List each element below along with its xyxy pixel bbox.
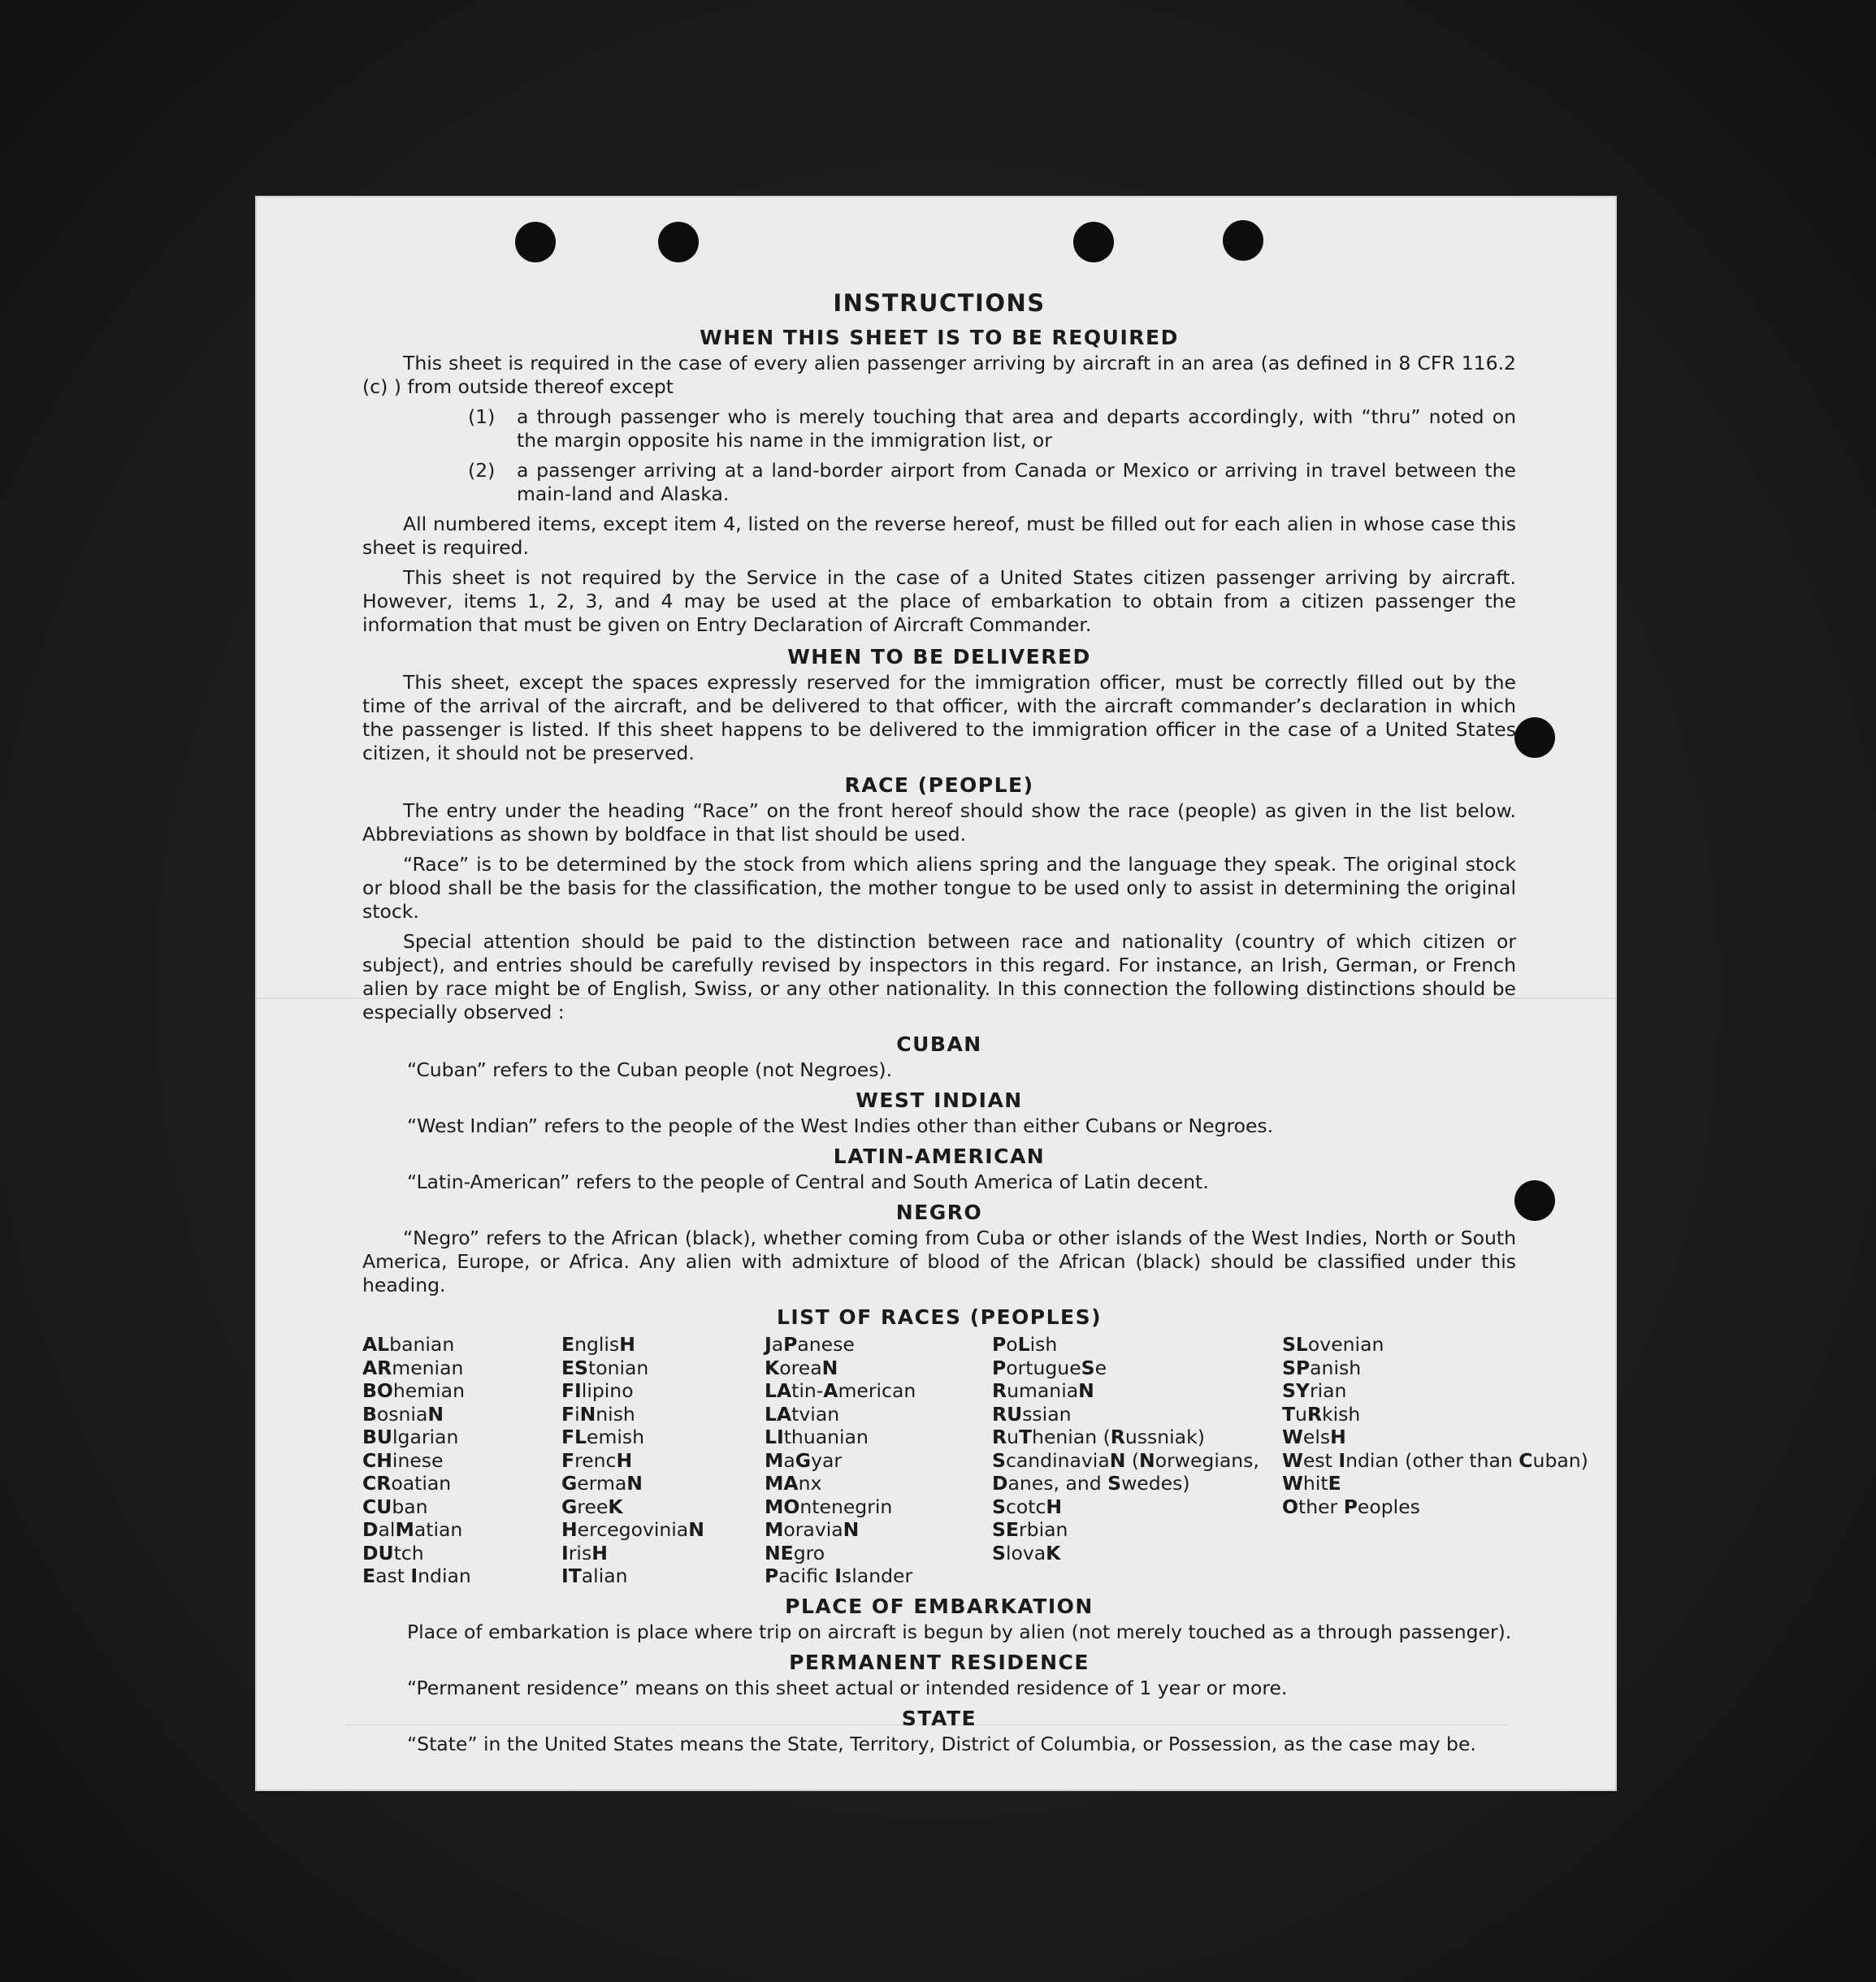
race-entry: MaGyar bbox=[765, 1448, 843, 1472]
section-heading-when-required: WHEN THIS SHEET IS TO BE REQUIRED bbox=[700, 326, 1179, 349]
section-heading-negro: NEGRO bbox=[895, 1201, 983, 1224]
race-column bbox=[992, 1333, 1282, 1588]
race-entry: LAtin-American bbox=[765, 1379, 916, 1402]
paragraph: Special attention should be paid to the distinction between race and nationality (country of which citizen or subject), and entries should be carefully revised by inspectors in this regard. For instance, an Irish, German, or French alien by race might be of English, Swiss, or any other nationality. In this connection the following distinctions should be especially observed : bbox=[362, 930, 1516, 1023]
section-heading-state: STATE bbox=[901, 1706, 977, 1730]
section-heading-list-of-races: LIST OF RACES (PEOPLES) bbox=[776, 1305, 1103, 1329]
race-entry: DalMatian bbox=[362, 1518, 463, 1541]
definition: Place of embarkation is place where trip on aircraft is begun by alien (not merely touched as a through passenger). bbox=[407, 1620, 1512, 1643]
race-entry: CHinese bbox=[362, 1448, 444, 1472]
race-entry: KoreaN bbox=[765, 1356, 838, 1379]
race-entry: BosniaN bbox=[362, 1402, 444, 1426]
race-entry: WhitE bbox=[1282, 1472, 1341, 1495]
race-entry: RumaniaN bbox=[992, 1379, 1094, 1402]
document-sheet bbox=[257, 197, 1615, 1789]
race-list bbox=[362, 1333, 1588, 1588]
race-entry: ITalian bbox=[561, 1564, 628, 1587]
list-item bbox=[468, 459, 1516, 506]
paragraph: This sheet is required in the case of every alien passenger arriving by aircraft in an area (as defined in 8 CFR 116.2 (c) ) from outside thereof except bbox=[362, 352, 1516, 398]
punch-hole bbox=[1514, 1180, 1555, 1221]
instructions-body bbox=[362, 287, 1588, 1759]
race-entry: SlovaK bbox=[992, 1541, 1061, 1564]
race-entry: JaPanese bbox=[765, 1333, 855, 1356]
race-entry: FLemish bbox=[561, 1426, 645, 1448]
race-entry: EStonian bbox=[561, 1356, 649, 1379]
race-entry: ScandinaviaN (Norwegians, Danes, and Swedes) bbox=[992, 1448, 1259, 1495]
race-entry: MoraviaN bbox=[765, 1518, 860, 1541]
race-entry: Other Peoples bbox=[1282, 1495, 1420, 1518]
item-number: (2) bbox=[468, 459, 496, 482]
section-heading-west-indian: WEST INDIAN bbox=[856, 1088, 1023, 1112]
race-entry: East Indian bbox=[362, 1564, 471, 1587]
paragraph: This sheet, except the spaces expressly reserved for the immigration officer, must be correctly filled out by the time of the arrival of the aircraft, and be delivered to that officer, with the aircraft commander’s declaration in which the passenger is listed. If this sheet happens to be delivered to the immigration officer in the case of a United States citizen, it should not be preserved. bbox=[362, 671, 1516, 764]
section-heading-when-delivered: WHEN TO BE DELIVERED bbox=[787, 645, 1091, 669]
race-entry: PortugueSe bbox=[992, 1356, 1107, 1379]
race-entry: GreeK bbox=[561, 1495, 623, 1518]
race-entry: MAnx bbox=[765, 1472, 822, 1495]
punch-hole bbox=[1514, 717, 1555, 758]
punch-hole bbox=[658, 222, 699, 262]
page-title: INSTRUCTIONS bbox=[833, 289, 1046, 317]
race-column bbox=[362, 1333, 561, 1588]
race-entry: CRoatian bbox=[362, 1472, 452, 1495]
race-entry: ALbanian bbox=[362, 1333, 455, 1356]
punch-hole bbox=[1223, 220, 1263, 261]
race-entry: DUtch bbox=[362, 1541, 424, 1564]
paragraph: “Race” is to be determined by the stock from which aliens spring and the language they speak. The original stock or blood shall be the basis for the classification, the mother tongue to be used only to assist in determining the original stock. bbox=[362, 853, 1516, 923]
item-number: (1) bbox=[468, 405, 496, 428]
race-column bbox=[1282, 1333, 1588, 1588]
paragraph: All numbered items, except item 4, listed on the reverse hereof, must be filled out for each alien in whose case this sheet is required. bbox=[362, 513, 1516, 559]
section-heading-latin-american: LATIN-AMERICAN bbox=[833, 1145, 1046, 1168]
section-heading-race: RACE (PEOPLE) bbox=[844, 773, 1034, 797]
definition: “State” in the United States means the State, Territory, District of Columbia, or Possession, as the case may be. bbox=[407, 1732, 1476, 1755]
race-entry: HercegoviniaN bbox=[561, 1518, 704, 1541]
race-entry: MOntenegrin bbox=[765, 1495, 893, 1518]
punch-hole bbox=[1073, 222, 1114, 262]
paragraph: The entry under the heading “Race” on the front hereof should show the race (people) as given in the list below. Abbreviations as shown by boldface in that list should be used. bbox=[362, 799, 1516, 846]
race-column bbox=[561, 1333, 765, 1588]
race-entry: BOhemian bbox=[362, 1379, 465, 1402]
list-item bbox=[468, 405, 1516, 452]
race-entry: ScotcH bbox=[992, 1495, 1063, 1518]
section-heading-cuban: CUBAN bbox=[896, 1032, 982, 1056]
race-entry: NEgro bbox=[765, 1541, 825, 1564]
punch-hole bbox=[515, 222, 556, 262]
section-heading-residence: PERMANENT RESIDENCE bbox=[789, 1650, 1090, 1674]
race-entry: EnglisH bbox=[561, 1333, 635, 1356]
race-entry: SLovenian bbox=[1282, 1333, 1384, 1356]
race-entry: IrisH bbox=[561, 1541, 608, 1564]
definition: “Cuban” refers to the Cuban people (not Negroes). bbox=[407, 1058, 893, 1081]
definition: “Latin-American” refers to the people of Central and South America of Latin decent. bbox=[407, 1171, 1209, 1193]
race-entry: SPanish bbox=[1282, 1356, 1362, 1379]
race-entry: SErbian bbox=[992, 1518, 1068, 1541]
race-entry: FIlipino bbox=[561, 1379, 634, 1402]
race-entry: BUlgarian bbox=[362, 1426, 459, 1448]
race-entry: WelsH bbox=[1282, 1426, 1346, 1448]
definition: “Permanent residence” means on this sheet actual or intended residence of 1 year or more. bbox=[407, 1676, 1288, 1699]
race-entry: FiNnish bbox=[561, 1402, 635, 1426]
item-text: a passenger arriving at a land-border airport from Canada or Mexico or arriving in travel between the main-land and Alaska. bbox=[517, 459, 1516, 505]
race-column bbox=[765, 1333, 992, 1588]
definition: “West Indian” refers to the people of the West Indies other than either Cubans or Negroes. bbox=[407, 1114, 1274, 1137]
race-entry: PoLish bbox=[992, 1333, 1058, 1356]
race-entry: West Indian (other than Cuban) bbox=[1282, 1448, 1588, 1472]
race-entry: SYrian bbox=[1282, 1379, 1347, 1402]
race-entry: GermaN bbox=[561, 1472, 643, 1495]
item-text: a through passenger who is merely touching that area and departs accordingly, with “thru” noted on the margin opposite his name in the immigration list, or bbox=[517, 405, 1516, 452]
race-entry: TuRkish bbox=[1282, 1402, 1361, 1426]
race-entry: RUssian bbox=[992, 1402, 1072, 1426]
race-entry: ARmenian bbox=[362, 1356, 464, 1379]
race-entry: LAtvian bbox=[765, 1402, 840, 1426]
race-entry: FrencH bbox=[561, 1448, 633, 1472]
definition: “Negro” refers to the African (black), whether coming from Cuba or other islands of the West Indies, North or South America, Europe, or Africa. Any alien with admixture of blood of the African (black) should be classified under this heading. bbox=[362, 1227, 1516, 1296]
section-heading-embarkation: PLACE OF EMBARKATION bbox=[785, 1594, 1094, 1618]
race-entry: LIthuanian bbox=[765, 1426, 869, 1448]
paragraph: This sheet is not required by the Service in the case of a United States citizen passenger arriving by aircraft. However, items 1, 2, 3, and 4 may be used at the place of embarkation to obtain from a citizen passenger the information that must be given on Entry Declaration of Aircraft Commander. bbox=[362, 566, 1516, 636]
race-entry: CUban bbox=[362, 1495, 428, 1518]
race-entry: Pacific Islander bbox=[765, 1564, 913, 1587]
race-entry: RuThenian (Russniak) bbox=[992, 1426, 1205, 1448]
